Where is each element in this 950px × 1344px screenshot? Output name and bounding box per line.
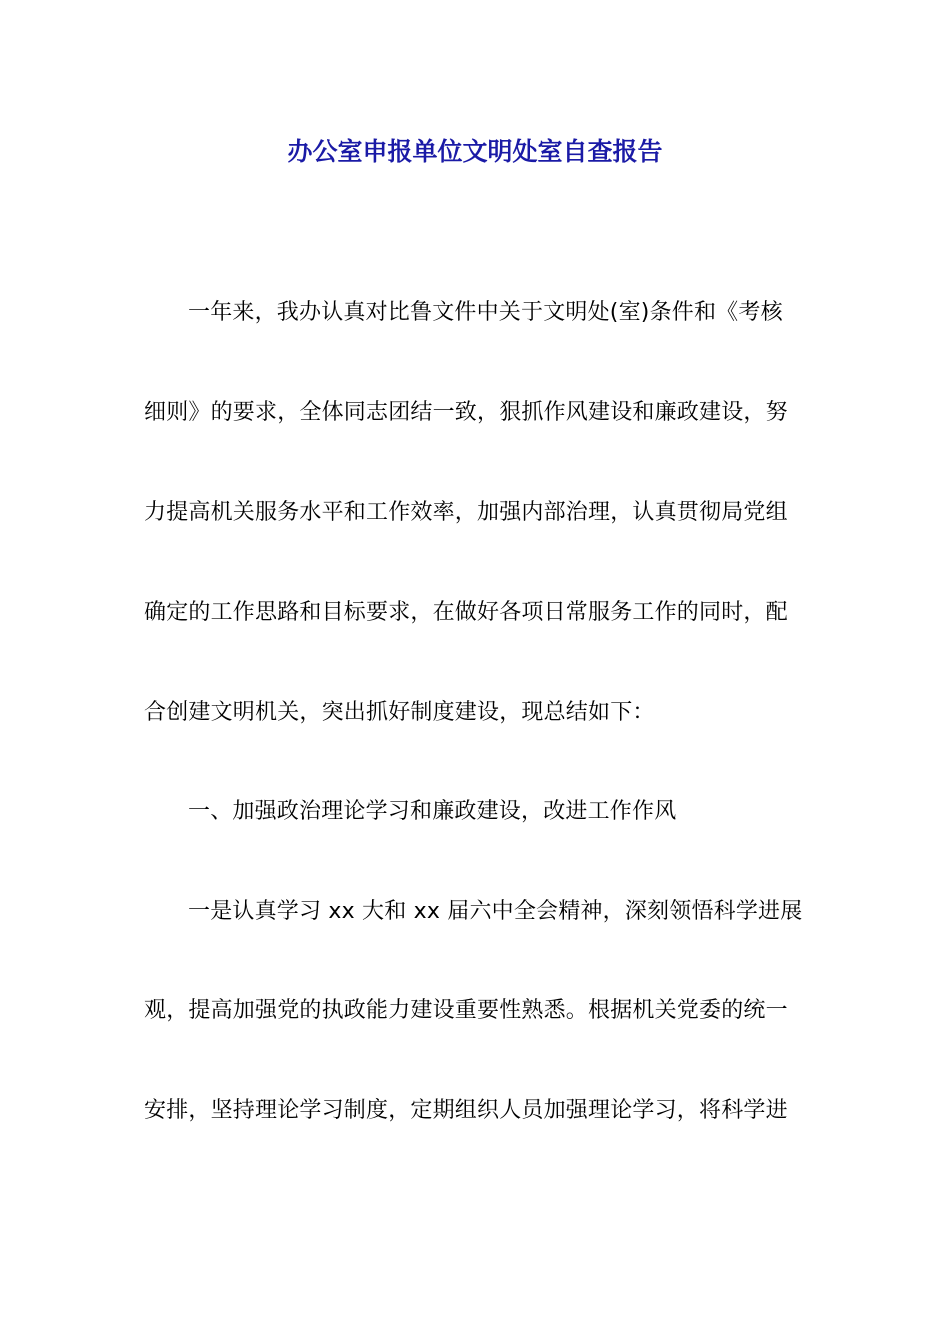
section-heading: 一、加强政治理论学习和廉政建设，改进工作作风: [188, 799, 677, 824]
paragraph-line: 安排，坚持理论学习制度，定期组织人员加强理论学习，将科学进: [144, 1098, 788, 1123]
paragraph-line: 力提高机关服务水平和工作效率，加强内部治理，认真贯彻局党组: [144, 500, 788, 525]
paragraph-line: 观，提高加强党的执政能力建设重要性熟悉。根据机关党委的统一: [144, 998, 788, 1023]
paragraph-line: 合创建文明机关，突出抓好制度建设，现总结如下：: [144, 700, 655, 725]
document-title: 办公室申报单位文明处室自查报告: [287, 137, 663, 166]
paragraph-line: 一是认真学习 xx 大和 xx 届六中全会精神，深刻领悟科学进展: [188, 899, 803, 924]
paragraph-line: 细则》的要求，全体同志团结一致，狠抓作风建设和廉政建设，努: [144, 400, 788, 425]
paragraph-line: 确定的工作思路和目标要求，在做好各项日常服务工作的同时，配: [144, 600, 788, 625]
paragraph-line: 一年来，我办认真对比鲁文件中关于文明处(室)条件和《考核: [188, 300, 783, 325]
